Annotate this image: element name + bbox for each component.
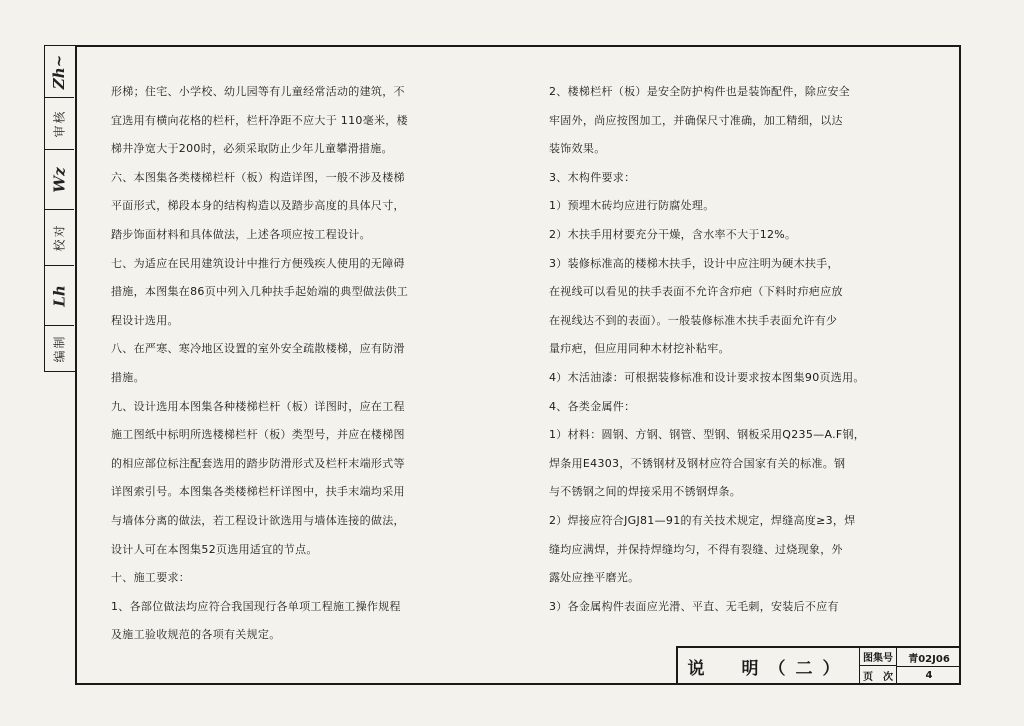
review-signature-cell xyxy=(45,46,74,98)
atlas-number-label: 图集号 xyxy=(860,648,897,666)
text-line: 的相应部位标注配套选用的踏步防滑形式及栏杆末端形式等 xyxy=(111,456,405,470)
text-line: 与墙体分离的做法，若工程设计欲选用与墙体连接的做法， xyxy=(111,514,405,527)
draft-label-cell xyxy=(45,326,74,371)
text-line: 设计人可在本图集52页选用适宜的节点。 xyxy=(111,542,318,556)
text-line: 在视线可以看见的扶手表面不允许含疖疤（下料时疖疤应放 xyxy=(549,285,843,299)
text-line: 及施工验收规范的各项有关规定。 xyxy=(111,628,281,642)
text-line: 2）木扶手用材要充分干燥，含水率不大于12%。 xyxy=(549,228,797,241)
page-number-label: 页 次 xyxy=(860,666,897,684)
text-line: 平面形式，梯段本身的结构构造以及踏步高度的具体尺寸， xyxy=(111,199,405,213)
text-line: 3）各金属构件表面应光滑、平直、无毛刺，安装后不应有 xyxy=(549,599,839,613)
atlas-number-value: 青02J06 xyxy=(897,648,961,667)
draft-signature-cell xyxy=(45,266,74,326)
page-number-value: 4 xyxy=(925,669,933,681)
text-line: 1、各部位做法均应符合我国现行各单项工程施工操作规程 xyxy=(111,599,401,613)
text-line: 缝均应满焊，并保持焊缝均匀，不得有裂缝、过烧现象，外 xyxy=(549,542,843,556)
check-signature: Wz xyxy=(50,166,69,193)
text-line: 措施，本图集在86页中列入几种扶手起始端的典型做法供工 xyxy=(111,285,409,299)
text-line: 4、各类金属件： xyxy=(549,399,636,413)
check-signature-cell xyxy=(45,150,74,210)
title-block xyxy=(676,646,961,685)
text-line: 焊条用E4303，不锈钢材及钢材应符合国家有关的标准。钢 xyxy=(549,456,846,470)
approval-strip xyxy=(44,45,75,372)
text-line: 宜选用有横向花格的栏杆，栏杆净距不应大于 110毫米，楼 xyxy=(111,113,408,127)
text-line: 九、设计选用本图集各种楼梯栏杆（板）详图时，应在工程 xyxy=(111,399,405,413)
text-line: 与不锈钢之间的焊接采用不锈钢焊条。 xyxy=(549,485,742,499)
text-line: 形梯；住宅、小学校、幼儿园等有儿童经常活动的建筑，不 xyxy=(111,85,405,98)
text-line: 施工图纸中标明所选楼梯栏杆（板）类型号，并应在楼梯图 xyxy=(111,428,405,442)
review-signature: Zh~ xyxy=(50,54,69,89)
text-line: 露处应挫平磨光。 xyxy=(549,571,640,585)
text-line: 梯井净宽大于200时，必须采取防止少年儿童攀滑措施。 xyxy=(111,142,393,156)
text-line: 2、楼梯栏杆（板）是安全防护构件也是装饰配件，除应安全 xyxy=(549,85,851,98)
text-line: 七、为适应在民用建筑设计中推行方便残疾人使用的无障碍 xyxy=(111,256,405,270)
text-line: 3、木构件要求： xyxy=(549,170,636,184)
text-line: 六、本图集各类楼梯栏杆（板）构造详图，一般不涉及楼梯 xyxy=(111,170,405,184)
text-line: 2）焊接应符合JGJ81—91的有关技术规定，焊缝高度≥3，焊 xyxy=(549,514,856,527)
text-line: 踏步饰面材料和具体做法，上述各项应按工程设计。 xyxy=(111,228,371,241)
sheet-title: 说 明（二） xyxy=(678,648,860,685)
text-line: 程设计选用。 xyxy=(111,313,179,327)
text-line: 装饰效果。 xyxy=(549,142,606,156)
text-line: 3）装修标准高的楼梯木扶手，设计中应注明为硬木扶手， xyxy=(549,256,839,270)
text-line: 八、在严寒、寒冷地区设置的室外安全疏散楼梯，应有防滑 xyxy=(111,342,405,356)
text-line: 4）木活油漆：可根据装修标准和设计要求按本图集90页选用。 xyxy=(549,371,865,384)
check-label: 校对 xyxy=(52,223,67,252)
draft-signature: Lh xyxy=(50,284,69,307)
text-line: 牢固外，尚应按图加工，并确保尺寸准确，加工精细，以达 xyxy=(549,113,843,127)
text-line: 十、施工要求： xyxy=(111,571,191,585)
review-label-cell xyxy=(45,98,74,150)
check-label-cell xyxy=(45,210,74,266)
draft-label: 编制 xyxy=(52,334,67,363)
text-line: 详图索引号。本图集各类楼梯栏杆详图中，扶手末端均采用 xyxy=(111,485,405,499)
text-line: 1）材料：圆钢、方钢、钢管、型钢、钢板采用Q235—A.F钢， xyxy=(549,428,866,442)
review-label: 审核 xyxy=(52,109,67,138)
text-line: 措施。 xyxy=(111,371,145,384)
text-line: 在视线达不到的表面）。一般装修标准木扶手表面允许有少 xyxy=(549,313,838,327)
text-line: 1）预埋木砖均应进行防腐处理。 xyxy=(549,199,715,213)
text-line: 量疖疤，但应用同种木材挖补粘牢。 xyxy=(549,342,730,356)
